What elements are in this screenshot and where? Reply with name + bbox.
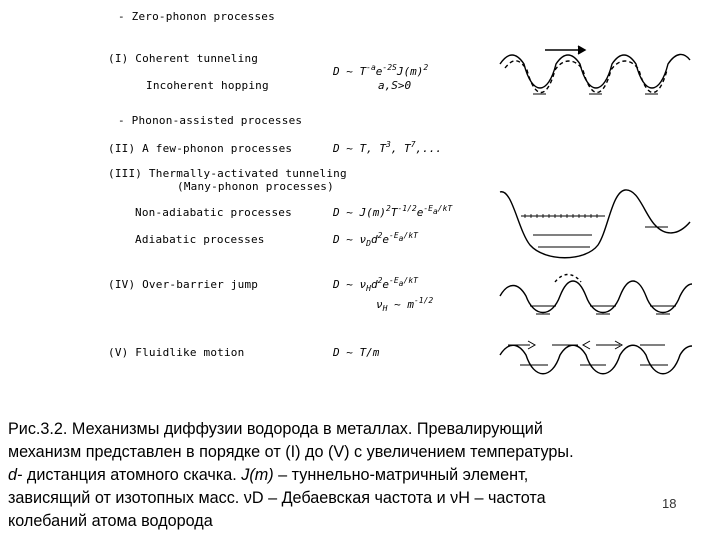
caption-line-1: Рис.3.2. Механизмы диффузии водорода в металлах. Превалирующий [8,420,543,438]
formula-hydrogen-frequency: $\nu_H$ ~ $m^{-1/2}$ [376,296,434,313]
formula-incoherent: D ~ $T^{-a}e^{-2S}J(m)^2$ [333,63,429,78]
formula-incoherent-condition: a,S>0 [378,79,412,92]
wave-over-barrier [500,275,692,315]
label-few-phonon: (II) A few-phonon processes [108,142,293,155]
formula-non-adiabatic: D ~ $J(m)^2T^{-1/2}e^{-E}a^{/kT}$ [333,204,453,219]
label-many-phonon: (Many-phonon processes) [177,180,334,193]
caption-line-4: зависящий от изотопных масс. νD – Дебаевская частота и νH – частота [8,489,546,507]
label-thermally-activated: (III) Thermally-activated tunneling [108,167,347,180]
label-non-adiabatic: Non-adiabatic processes [135,206,292,219]
caption-line-2: механизм представлен в порядке от (I) до (V) с увеличением температуры. [8,443,574,461]
label-adiabatic: Adiabatic processes [135,233,265,246]
wave-coherent-tunneling [500,46,690,94]
heading-zero-phonon: - Zero-phonon processes [118,10,275,23]
wave-fluidlike [500,341,692,374]
caption-line-3: d- дистанция атомного скачка. J(m) – туннельно-матричный элемент, [8,466,529,484]
formula-fluidlike: D ~ T/m [333,346,380,359]
figure-caption [8,418,713,533]
caption-line-5: колебаний атома водорода [8,512,213,530]
page-number: 18 [662,496,677,511]
label-coherent-tunneling: (I) Coherent tunneling [108,52,259,65]
formula-adiabatic: D ~ $\nu_Dd^2e^{-E}a^{/kT}$ [333,231,418,248]
label-over-barrier: (IV) Over-barrier jump [108,278,259,291]
heading-phonon-assisted: - Phonon-assisted processes [118,114,303,127]
formula-over-barrier: D ~ $\nu_Hd^2e^{-E}a^{/kT}$ [333,276,418,293]
label-fluidlike: (V) Fluidlike motion [108,346,245,359]
formula-few-phonon: D ~ T, $T^3$, $T^7$,... [333,140,443,155]
wave-thermally-activated [500,190,690,258]
label-incoherent-hopping: Incoherent hopping [146,79,269,92]
